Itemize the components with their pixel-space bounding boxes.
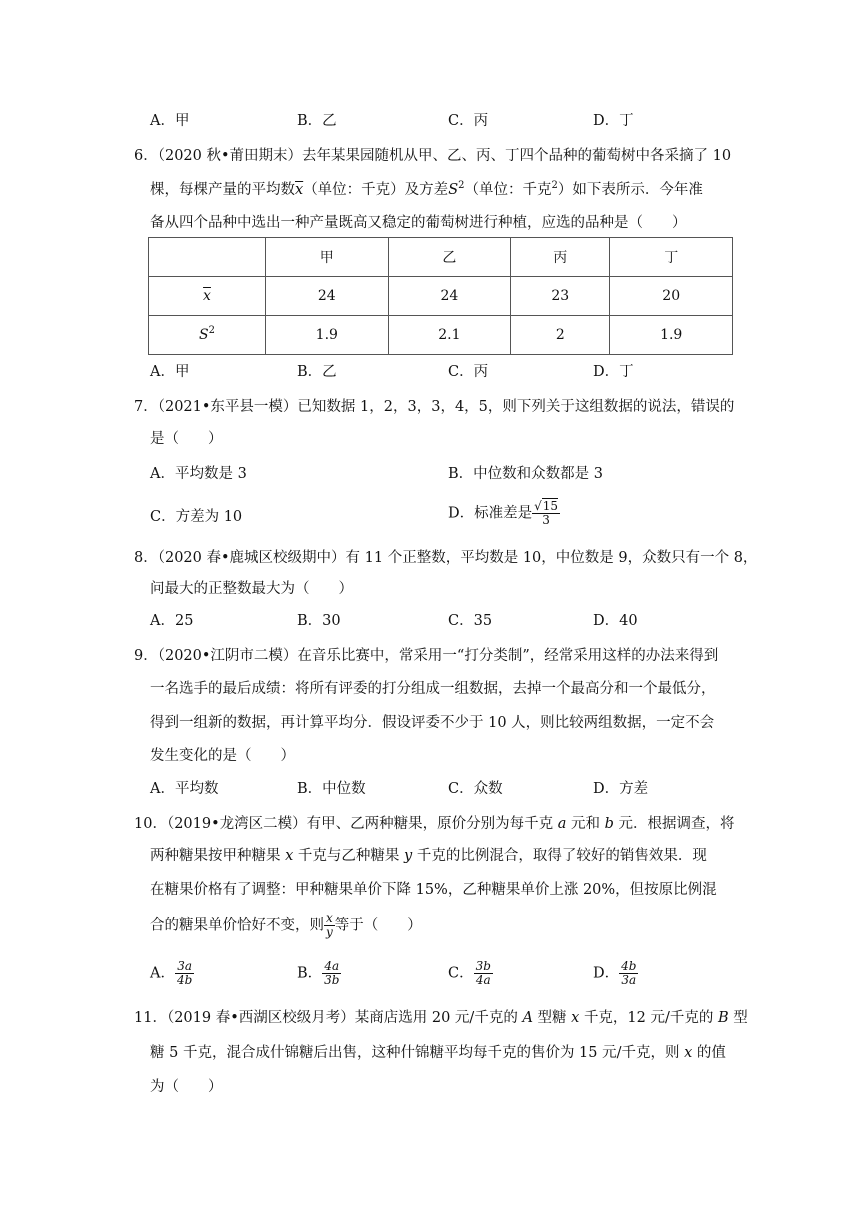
row-label-variance: $S^2$ xyxy=(149,316,266,355)
q9-stem-line1: 9．（2020•江阴市二模）在音乐比赛中，常采用一“打分类制”，经常采用这样的办法来得到 xyxy=(134,648,719,664)
q8-option-c: C．35 xyxy=(448,613,493,629)
q9-stem-line3: 得到一组新的数据，再计算平均分．假设评委不少于 10 人，则比较两组数据，一定不会 xyxy=(150,715,715,731)
table-cell: 1.9 xyxy=(610,316,733,355)
q5-option-d: D．丁 xyxy=(593,113,634,129)
q10-stem-line2: 两种糖果按甲种糖果 x 千克与乙种糖果 y 千克的比例混合，取得了较好的销售效果．现 xyxy=(150,848,707,864)
table-header-cell: 丁 xyxy=(610,238,733,277)
table-cell: 2 xyxy=(511,316,610,355)
q5-option-a: A．甲 xyxy=(150,113,190,129)
q6-stem-line3: 备从四个品种中选出一种产量既高又稳定的葡萄树进行种植，应选的品种是（ ） xyxy=(150,215,687,231)
table-cell: 23 xyxy=(511,277,610,316)
q10-stem-line3: 在糖果价格有了调整：甲种糖果单价下降 15%，乙种糖果单价上涨 20%，但按原比例混 xyxy=(150,882,717,898)
table-cell: 1.9 xyxy=(266,316,389,355)
q7-option-b: B．中位数和众数都是 3 xyxy=(448,466,603,482)
q6-stem-line1: 6．（2020 秋•莆田期末）去年某果园随机从甲、乙、丙、丁四个品种的葡萄树中各采摘了 10 xyxy=(134,148,732,164)
table-header-cell: 丙 xyxy=(511,238,610,277)
q10-stem-line4: 合的糖果单价恰好不变，则 $\frac{x}{y}$ 等于（ ） xyxy=(150,911,422,939)
row-label-mean: $\overline{x}$ xyxy=(149,277,266,316)
q8-stem-line2: 问最大的正整数最大为（ ） xyxy=(150,581,353,597)
q10-option-c: C． $\frac{3b}{4a}$ xyxy=(448,959,491,987)
q8-option-d: D．40 xyxy=(593,613,638,629)
table-row xyxy=(149,238,733,277)
table-row xyxy=(149,316,733,355)
q10-option-d: D． $\frac{4b}{3a}$ xyxy=(593,959,637,987)
q8-stem-line1: 8．（2020 春•鹿城区校级期中）有 11 个正整数，平均数是 10，中位数是 9，众数只有一个 8， xyxy=(134,550,758,566)
q7-stem-line2: 是（ ） xyxy=(150,431,223,447)
q6-option-a: A．甲 xyxy=(150,364,190,380)
q6-stem-line2: 棵，每棵产量的平均数$\overline{x}$（单位：千克）及方差$S^2$（单位：千克$^2$）如下表所示．今年准 xyxy=(150,180,703,198)
q5-option-c: C．丙 xyxy=(448,113,489,129)
q8-option-a: A．25 xyxy=(150,613,194,629)
table-cell: 20 xyxy=(610,277,733,316)
table-cell: 24 xyxy=(388,277,511,316)
table-row xyxy=(149,277,733,316)
q9-option-b: B．中位数 xyxy=(297,781,366,797)
q7-option-c: C．方差为 10 xyxy=(150,509,243,525)
table-header-cell: 乙 xyxy=(388,238,511,277)
q9-stem-line4: 发生变化的是（ ） xyxy=(150,748,295,764)
q6-option-d: D．丁 xyxy=(593,364,634,380)
q11-stem-line2: 糖 5 千克，混合成什锦糖后出售，这种什锦糖平均每千克的售价为 15 元/千克，则 x 的值 xyxy=(150,1045,726,1061)
q7-stem-line1: 7．（2021•东平县一模）已知数据 1，2，3，3，4，5，则下列关于这组数据的说法，错误的 xyxy=(134,399,735,415)
q11-stem-line1: 11．（2019 春•西湖区校级月考）某商店选用 20 元/千克的 A 型糖 x 千克，12 元/千克的 B 型 xyxy=(134,1010,748,1026)
q9-option-c: C．众数 xyxy=(448,781,503,797)
q10-option-b: B． $\frac{4a}{3b}$ xyxy=(297,959,340,987)
q10-stem-line1: 10．（2019•龙湾区二模）有甲、乙两种糖果，原价分别为每千克 a 元和 b 元．根据调查，将 xyxy=(134,816,735,832)
q9-option-a: A．平均数 xyxy=(150,781,219,797)
q6-option-b: B．乙 xyxy=(297,364,337,380)
q7-option-d: D．标准差是 $\frac{√15}{3}$ xyxy=(448,499,559,527)
q7-option-a: A．平均数是 3 xyxy=(150,466,247,482)
q6-data-table xyxy=(148,237,733,355)
q5-option-b: B．乙 xyxy=(297,113,337,129)
q9-option-d: D．方差 xyxy=(593,781,649,797)
table-cell: 24 xyxy=(266,277,389,316)
q10-option-a: A． $\frac{3a}{4b}$ xyxy=(150,959,193,987)
q11-stem-line3: 为（ ） xyxy=(150,1079,223,1095)
table-cell: 2.1 xyxy=(388,316,511,355)
table-header-cell: 甲 xyxy=(266,238,389,277)
q9-stem-line2: 一名选手的最后成绩：将所有评委的打分组成一组数据，去掉一个最高分和一个最低分， xyxy=(150,681,716,697)
q6-option-c: C．丙 xyxy=(448,364,489,380)
table-cell xyxy=(149,238,266,277)
q8-option-b: B．30 xyxy=(297,613,341,629)
